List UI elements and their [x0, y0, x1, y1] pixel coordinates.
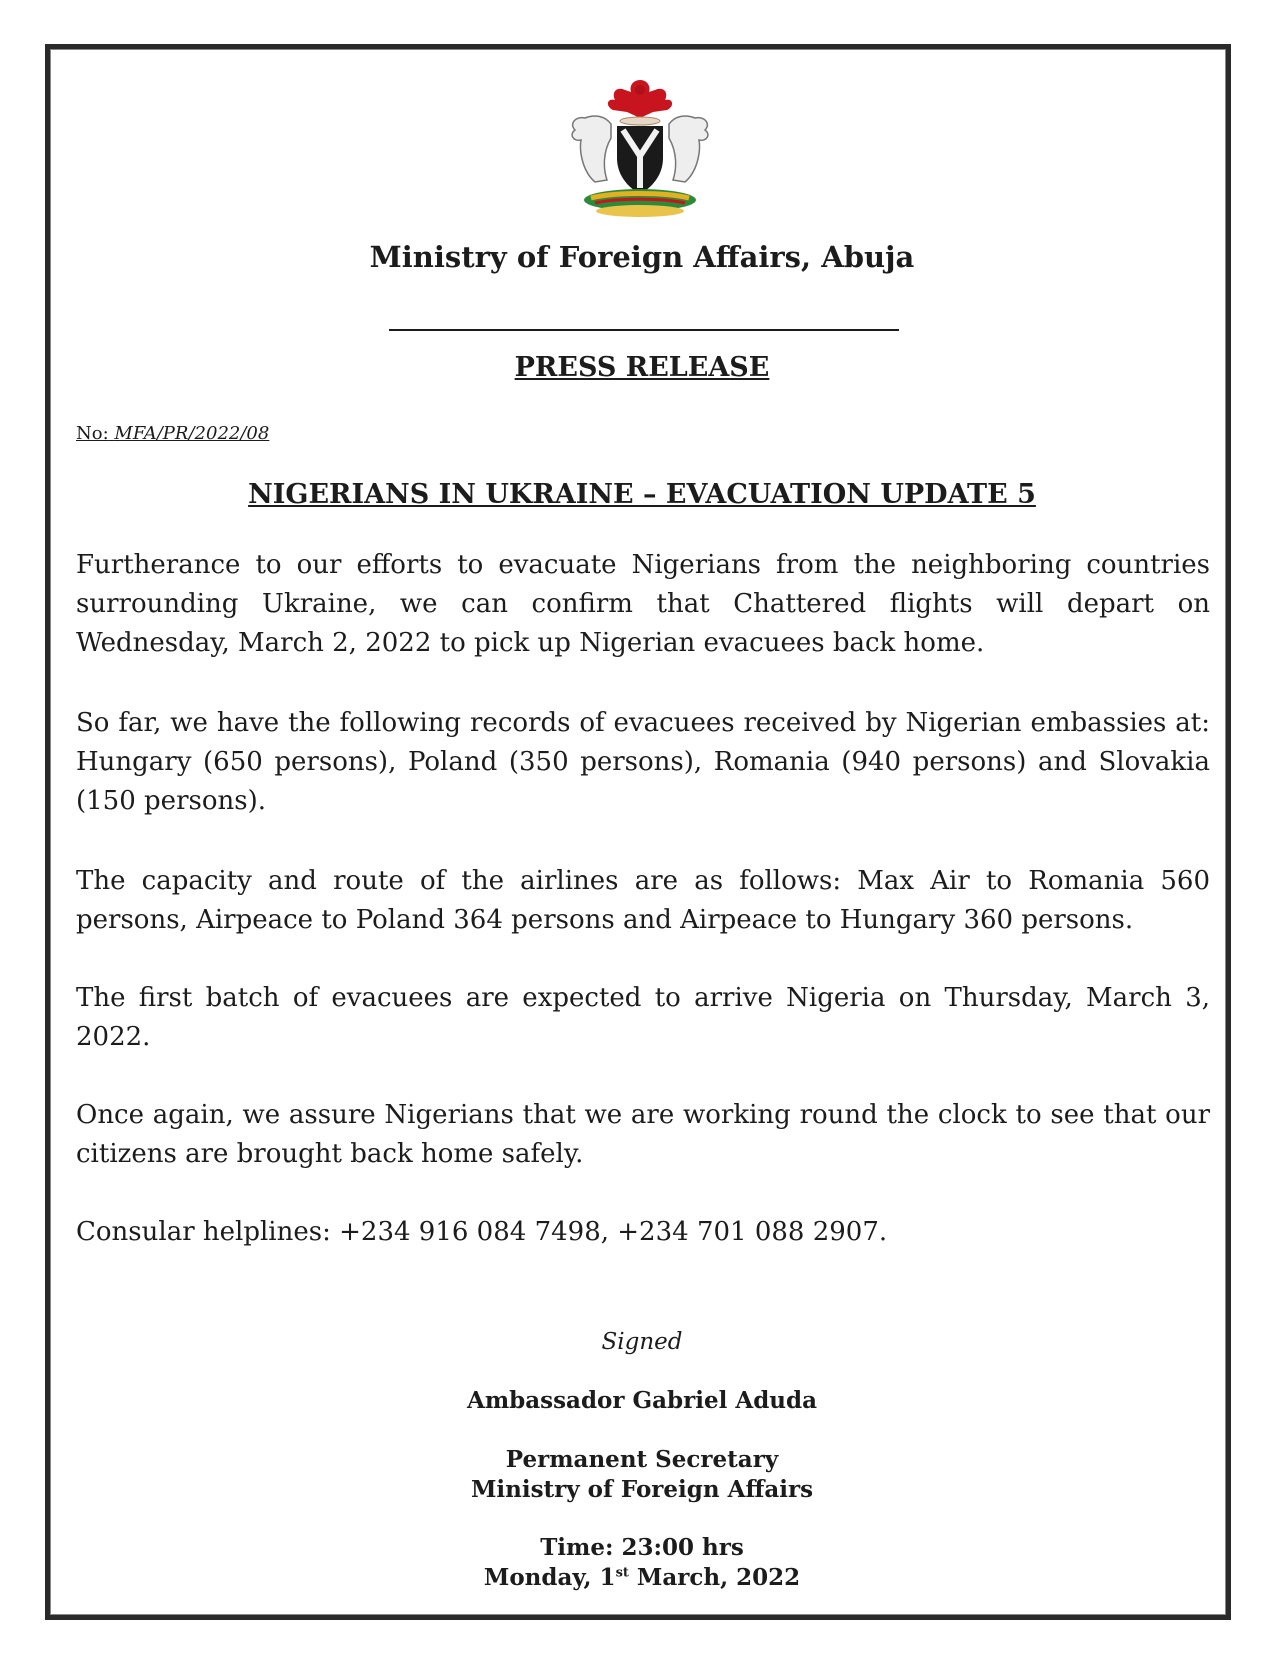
- paragraph-assurance: Once again, we assure Nigerians that we are working round the clock to see that our citizens are brought back home safely.: [76, 1100, 1210, 1169]
- paragraph-arrival: The first batch of evacuees are expected to arrive Nigeria on Thursday, March 3, 2022.: [76, 983, 1210, 1052]
- signatory-name: Ambassador Gabriel Aduda: [466, 1387, 817, 1414]
- paragraph-helplines: Consular helplines: +234 916 084 7498, +234 701 088 2907.: [76, 1217, 888, 1247]
- document-border: [45, 44, 1231, 1620]
- paragraph-departure: Furtherance to our efforts to evacuate Nigerians from the neighboring countries surrounding Ukraine, we can confirm that Chattered flights will depart on Wednesday, March 2, 2022 to pick up Nigerian evacuees back home.: [76, 550, 1210, 658]
- document-headline: NIGERIANS IN UKRAINE – EVACUATION UPDATE 5: [248, 479, 1036, 510]
- release-date: [0, 1564, 1284, 1591]
- signed-label: Signed: [601, 1329, 683, 1355]
- release-date-rest: March, 2022: [628, 1564, 801, 1591]
- paragraph-evacuee-records: So far, we have the following records of evacuees received by Nigerian embassies at: Hungary (650 persons), Poland (350 persons), Romania (940 persons) and Slovakia (150 persons).: [76, 708, 1210, 816]
- press-release-heading: PRESS RELEASE: [514, 352, 770, 383]
- reference-number: [76, 423, 269, 444]
- coat-of-arms-icon: [555, 72, 725, 220]
- ministry-heading: Ministry of Foreign Affairs, Abuja: [369, 240, 915, 274]
- release-date-ordinal: st: [615, 1565, 629, 1581]
- paragraph-airline-capacity: The capacity and route of the airlines are as follows: Max Air to Romania 560 persons, Airpeace to Poland 364 persons and Airpeace to Hungary 360 persons.: [76, 866, 1210, 935]
- reference-label: No:: [76, 423, 109, 444]
- reference-value: MFA/PR/2022/08: [114, 423, 270, 444]
- release-time: Time: 23:00 hrs: [540, 1534, 744, 1561]
- divider-line: [389, 329, 899, 331]
- signatory-ministry: Ministry of Foreign Affairs: [470, 1476, 814, 1503]
- release-date-prefix: Monday, 1: [483, 1564, 616, 1591]
- signatory-title: Permanent Secretary: [505, 1446, 779, 1473]
